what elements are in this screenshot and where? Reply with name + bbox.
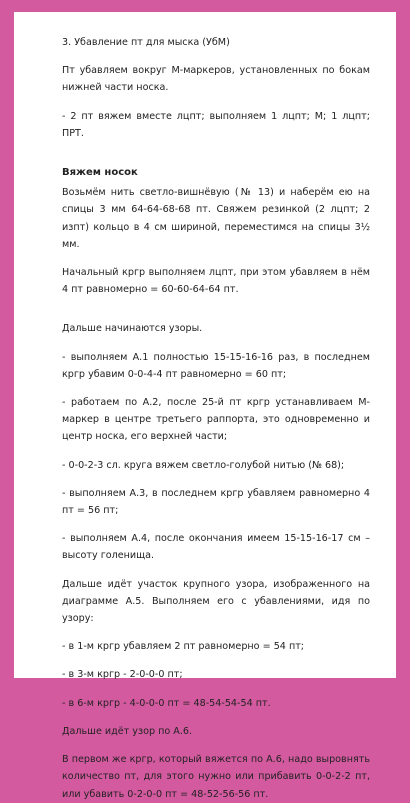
paragraph: Начальный кргр выполняем лцпт, при этом убавляем в нём 4 пт равномерно = 60-60-64-64 пт. xyxy=(62,267,370,296)
paragraph: Пт убавляем вокруг М-маркеров, установленных по бокам нижней части носка. xyxy=(62,65,370,94)
list-item: - в 6-м кргр - 4-0-0-0 пт = 48-54-54-54 пт. xyxy=(62,697,271,709)
list-item: - выполняем А.1 полностью 15-15-16-16 раз, в последнем кргр убавим 0-0-4-4 пт равномерно = 60 пт; xyxy=(62,351,370,380)
paragraph: В первом же кргр, который вяжется по А.6, надо выровнять количество пт, для этого нужно или прибавить 0-0-2-2 пт, или убавить 0-2-0-0 пт = 48-52-56-56 пт. xyxy=(62,754,370,800)
paragraph: Возьмём нить светло-вишнёвую (№ 13) и наберём ею на спицы 3 мм 64-64-68-68 пт. Свяжем резинкой (2 лцпт; 2 изпт) кольцо в 4 см шириной, переместимся на спицы 3½ мм. xyxy=(62,187,370,250)
section-title: Вяжем носок xyxy=(62,167,138,179)
paragraph: Дальше идёт участок крупного узора, изображенного на диаграмме А.5. Выполняем его с убавлениями, идя по узору: xyxy=(62,578,370,625)
paragraph: Дальше идёт узор по А.6. xyxy=(62,725,193,737)
list-item: - в 1-м кргр убавляем 2 пт равномерно = 54 пт; xyxy=(62,641,305,653)
list-item: - выполняем А.4, после окончания имеем 15-15-16-17 см – высоту голенища. xyxy=(62,533,370,562)
document-page xyxy=(14,12,396,800)
list-item: - работаем по А.2, после 25-й пт кргр устанавливаем М-маркер в центре третьего раппорта, это одновременно и центр носка, его верхней части; xyxy=(62,397,370,443)
paragraph: - 2 пт вяжем вместе лцпт; выполняем 1 лцпт; М; 1 лцпт; ПРТ. xyxy=(62,110,370,139)
paragraph: Дальше начинаются узоры. xyxy=(62,323,203,335)
list-item: - в 3-м кргр - 2-0-0-0 пт; xyxy=(62,669,183,681)
section-heading: 3. Убавление пт для мыска (УбМ) xyxy=(62,37,230,48)
list-item: - выполняем А.3, в последнем кргр убавляем равномерно 4 пт = 56 пт; xyxy=(62,487,370,517)
list-item: - 0-0-2-3 сл. круга вяжем светло-голубой нитью (№ 68); xyxy=(62,459,345,471)
